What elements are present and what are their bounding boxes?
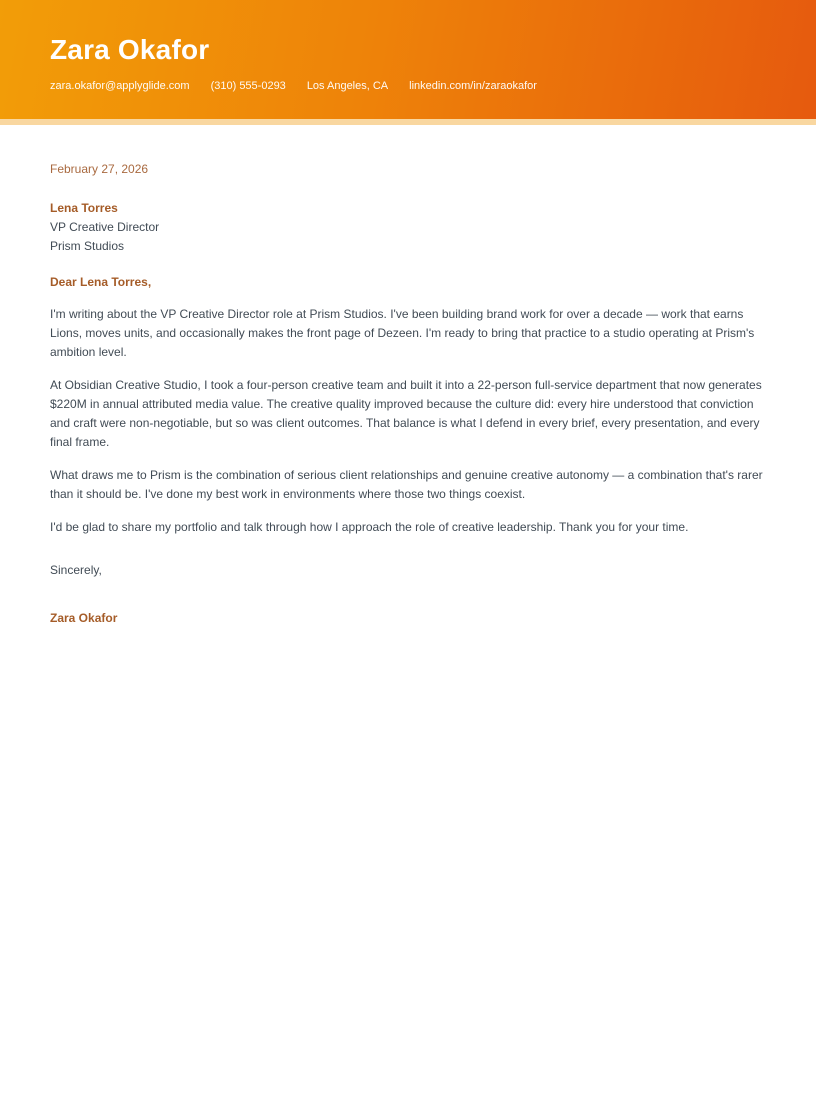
contact-phone: (310) 555-0293 xyxy=(210,80,286,93)
letter-header xyxy=(0,0,816,119)
contact-email: zara.okafor@applyglide.com xyxy=(50,80,190,93)
letter-body xyxy=(0,125,816,628)
recipient-block xyxy=(50,199,766,256)
paragraph-motivation: What draws me to Prism is the combination of serious client relationships and genuine creative autonomy — a combination that's rarer than it should be. I've done my best work in environments where those two things coexist. xyxy=(50,468,763,501)
contact-location: Los Angeles, CA xyxy=(306,80,389,93)
letter-date: February 27, 2026 xyxy=(50,162,149,176)
recipient-company: Prism Studios xyxy=(50,239,125,253)
contact-linkedin: linkedin.com/in/zaraokafor xyxy=(409,80,537,93)
contact-row xyxy=(50,79,766,93)
recipient-title: VP Creative Director xyxy=(50,220,160,234)
paragraph-call-to-action: I'd be glad to share my portfolio and talk through how I approach the role of creative leadership. Thank you for your time. xyxy=(50,520,689,534)
recipient-name: Lena Torres xyxy=(50,201,118,215)
signature-name: Zara Okafor xyxy=(50,611,118,625)
closing: Sincerely, xyxy=(50,563,102,577)
paragraph-experience: At Obsidian Creative Studio, I took a four-person creative team and built it into a 22-person full-service department that now generates $220M in annual attributed media value. The creative quality improved because the culture did: every hire understood that conviction and craft were non-negotiable, but so was client outcomes. That balance is what I defend in every brief, every presentation, and every final frame. xyxy=(50,378,762,449)
paragraph-intro: I'm writing about the VP Creative Director role at Prism Studios. I've been building brand work for over a decade — work that earns Lions, moves units, and occasionally makes the front page of Dezeen. I'm ready to bring that practice to a studio operating at Prism's ambition level. xyxy=(50,307,755,359)
salutation: Dear Lena Torres, xyxy=(50,275,152,289)
applicant-name: Zara Okafor xyxy=(50,34,210,65)
